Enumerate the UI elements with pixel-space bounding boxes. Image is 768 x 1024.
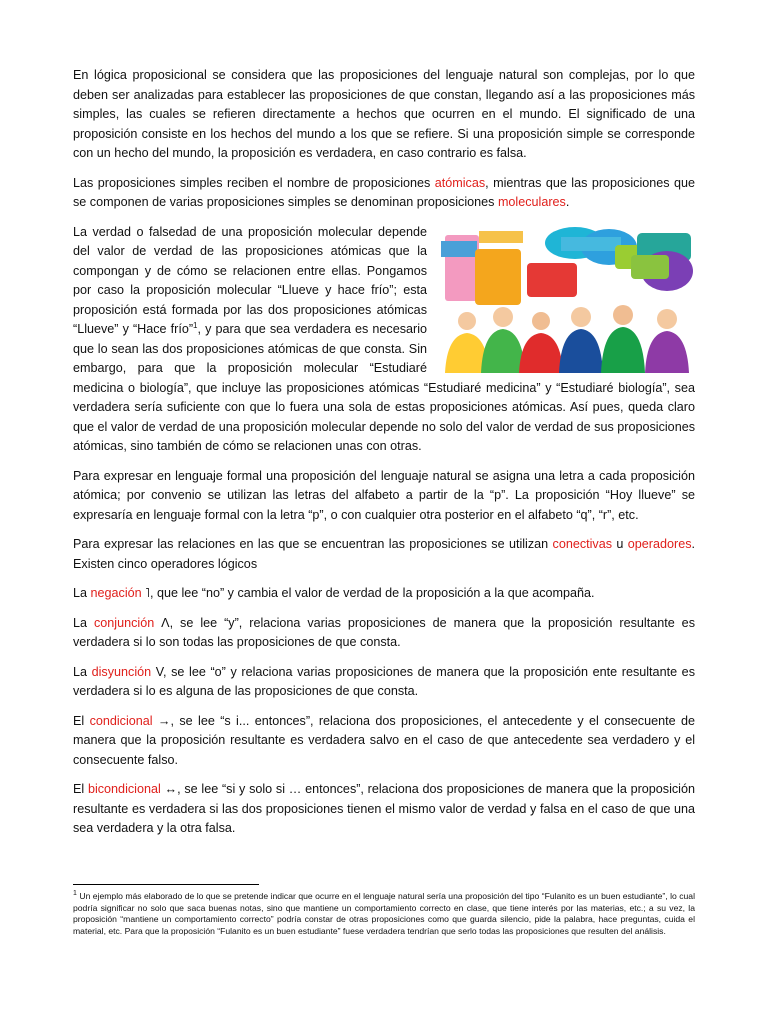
footnote (73, 891, 695, 937)
operator-description: Λ, se lee “y”, relaciona varias proposiciones de manera que la proposición resultante es verdadera si lo son todas las proposiciones de que consta. (73, 615, 695, 649)
text-segment: Las proposiciones simples reciben el nombre de proposiciones (73, 175, 435, 190)
operator-negacion (73, 584, 695, 604)
text-segment: El (73, 782, 88, 796)
text-segment: , mientras que las proposiciones que se componen de varias proposiciones simples se denominan proposiciones (73, 175, 695, 209)
paragraph-connectives (73, 535, 695, 574)
text-segment: . (565, 195, 570, 209)
footnote-mark: 1 (73, 890, 77, 898)
operator-name: condicional (89, 713, 153, 728)
operator-bicondicional (73, 780, 695, 839)
text-segment: u (612, 537, 628, 551)
text-segment: La (73, 586, 91, 600)
operator-condicional (73, 712, 695, 771)
operator-name: disyunción (91, 664, 152, 679)
footnote-text: Un ejemplo más elaborado de lo que se pretende indicar que ocurre en el lenguaje natural sería una proposición del tipo “Fulanito es un buen estudiante”, lo cual podría significar no solo que saca buenas notas, sino que mantiene un comportamiento correcto en clase, que tiene interés por las materias, etc.; a su vez, la proposición “mantiene un comportamiento correcto” podría constar de otras proposiciones como que guarda silencio, pide la palabra, hace preguntas, cuida el material, etc. Para que la proposición “Fulanito es un buen estudiante” fuese verdadera tendrían que serlo todas las proposiciones que resulten del análisis. (73, 891, 695, 936)
footnote-reference[interactable]: 1 (193, 320, 198, 330)
text-segment: La (73, 615, 94, 630)
text-segment: El (73, 713, 90, 728)
term-operadores: operadores (627, 537, 692, 551)
operator-disyuncion (73, 663, 695, 702)
operator-description: V, se lee “o” y relaciona varias proposiciones de manera que la proposición ente resultante es verdadera si lo es alguna de las proposiciones de que consta. (73, 664, 695, 698)
operator-name: conjunción (93, 615, 155, 630)
text-segment: Para expresar las relaciones en las que se encuentran las proposiciones se utilizan (73, 537, 553, 551)
text-segment: La (73, 664, 92, 679)
operator-name: negación (90, 586, 142, 600)
footnote-divider (73, 884, 259, 885)
text-segment: , y para que sea verdadera es necesario que lo sean las dos proposiciones atómicas de que consta. Sin embargo, para que la proposición molecular “Estudiaré medicina o biología”, que incluye las proposiciones atómicas “Estudiaré medicina” y “Estudiaré biología”, sea verdadera sería suficiente con que lo fuera una sola de estas proposiciones atómicas. Así pues, queda claro que el valor de verdad de una proposición molecular depende no solo del valor de verdad de sus proposiciones atómicas, sino también de cómo se relacionen unas con otras. (73, 322, 695, 453)
paragraph-formal-language: Para expresar en lenguaje formal una proposición del lenguaje natural se asigna una letra a cada proposición atómica; por convenio se utilizan las letras del alfabeto a partir de la “p”. La proposición “Hoy llueve” se expresaría en lenguaje formal con la letra “p”, o con cualquier otra posterior en el alfabeto “q”, “r”, etc. (73, 468, 695, 522)
term-conectivas: conectivas (552, 537, 613, 551)
paragraph-atomic-molecular (73, 174, 695, 213)
document-body (73, 66, 695, 849)
text-segment: . Existen cinco operadores lógicos (73, 537, 695, 571)
operator-description: ˥, que lee “no” y cambia el valor de verdad de la proposición a la que acompaña. (141, 586, 595, 600)
text-segment: La verdad o falsedad de una proposición molecular depende del valor de verdad de las proposiciones atómicas que la compongan y de cómo se relacionen entre ellas. Pongamos por caso la proposición molecular “Llueve y hace frío”; esta proposición está formada por las dos proposiciones atómicas “Llueve” y “Hace frío” (73, 224, 427, 336)
operator-description: →, se lee “s i... entonces”, relaciona dos proposiciones, el antecedente y el consecuente de manera que la proposición resultante es verdadera salvo en el caso de que antecedente sea verdadero y el consecuente falso. (73, 713, 695, 767)
paragraph-intro: En lógica proposicional se considera que las proposiciones del lenguaje natural son complejas, por lo que deben ser analizadas para establecer las proposiciones de que constan, llegando así a las proposiciones más simples, las cuales se refieren directamente a hechos que ocurren en el mundo. El significado de una proposición consiste en los hechos del mundo a los que se refiere. Si una proposición simple se corresponde con un hecho del mundo, la proposición es verdadera, en caso contrario es falsa. (73, 68, 695, 160)
operator-conjuncion (73, 614, 695, 653)
operator-name: bicondicional (87, 782, 161, 796)
illustration-people-speech-bubbles (441, 227, 695, 373)
term-atomicas: atómicas (434, 175, 486, 190)
term-moleculares: moleculares (497, 195, 566, 209)
operator-description: ↔, se lee “si y solo si … entonces”, relaciona dos proposiciones de manera que la proposición resultante es verdadera si las dos proposiciones tienen el mismo valor de verdad y falsa en el caso de que una sea verdadera y la otra falsa. (73, 782, 695, 835)
